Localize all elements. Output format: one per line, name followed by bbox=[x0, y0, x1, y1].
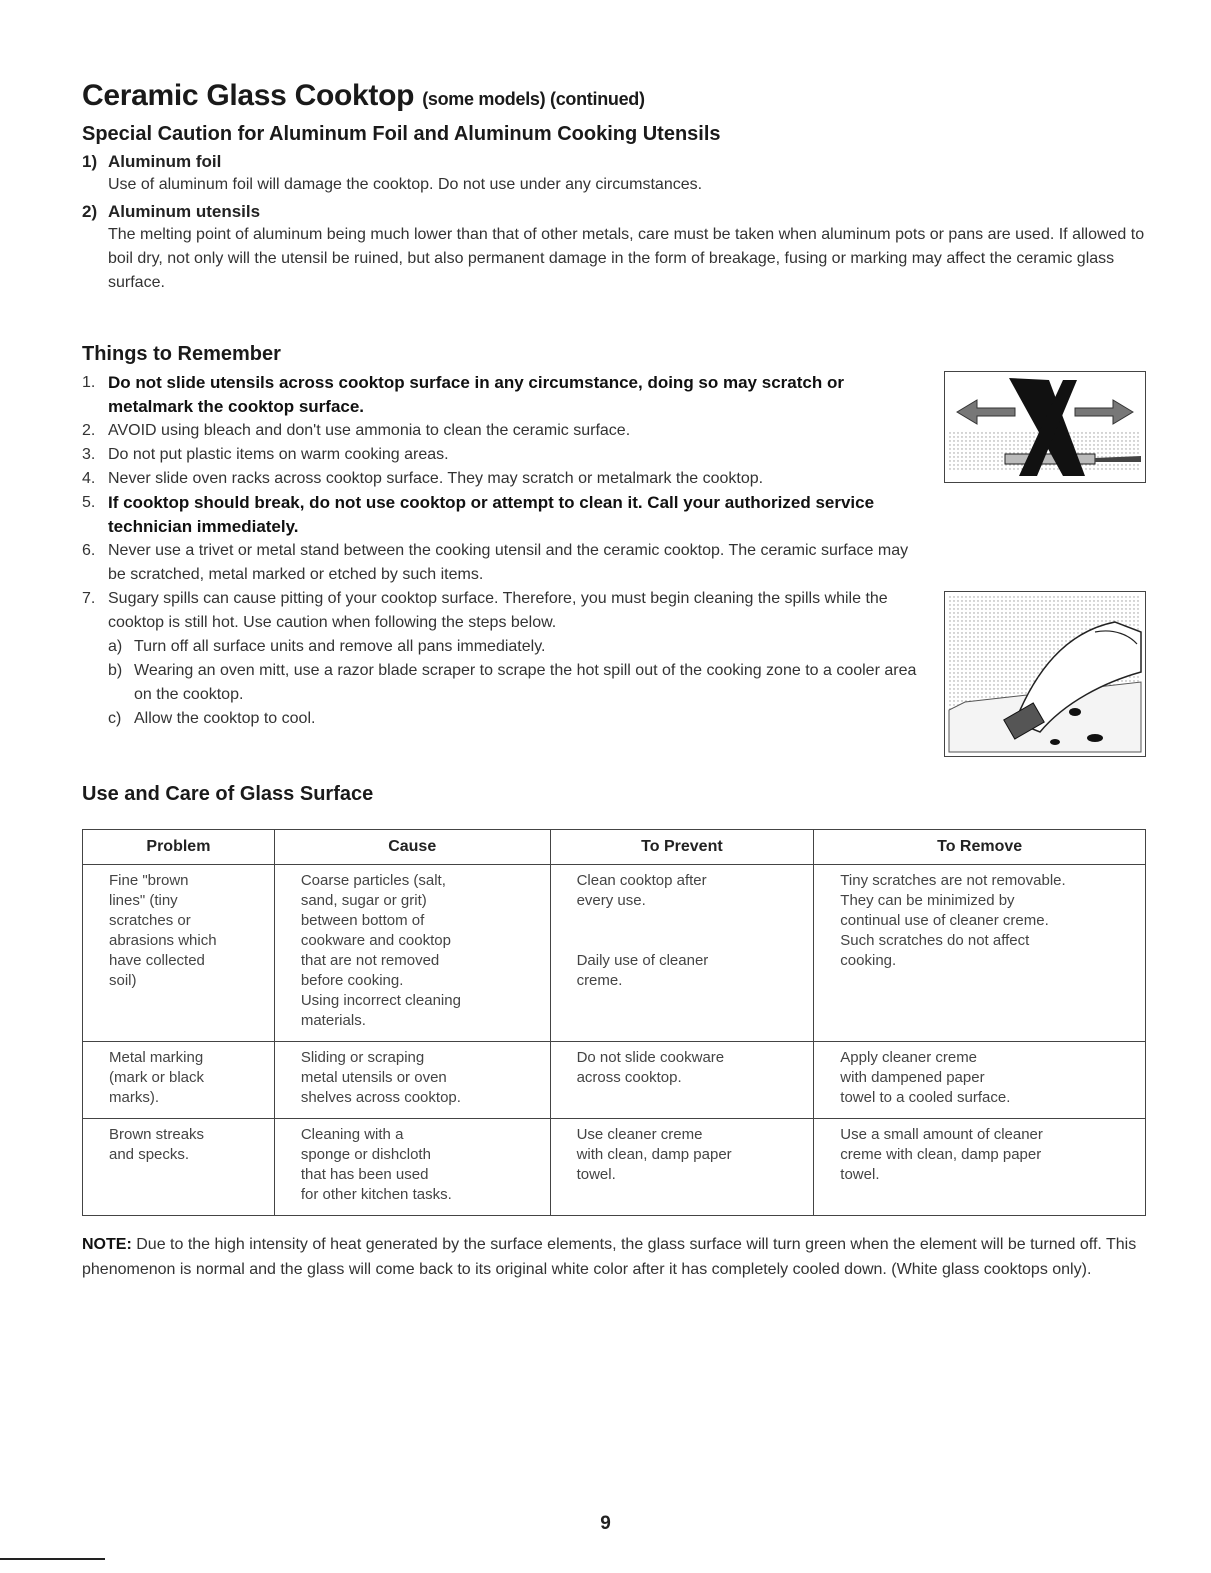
page-number: 9 bbox=[600, 1513, 611, 1534]
caution-heading: Special Caution for Aluminum Foil and Aluminum Cooking Utensils bbox=[82, 123, 721, 145]
column-header: To Prevent bbox=[550, 830, 814, 865]
cause-cell: Sliding or scraping metal utensils or oven shelves across cooktop. bbox=[274, 1042, 550, 1119]
note-label: NOTE: bbox=[82, 1236, 132, 1253]
caution-item-1-text: Use of aluminum foil will damage the cooktop. Do not use under any circumstances. bbox=[108, 176, 703, 193]
remember-section bbox=[82, 341, 1146, 731]
table-row bbox=[83, 1042, 1146, 1119]
list-sub-item: c) Allow the cooktop to cool. bbox=[108, 710, 316, 727]
column-header: Cause bbox=[274, 830, 550, 865]
problem-cell: Fine "brown lines" (tiny scratches or abrasions which have collected soil) bbox=[83, 865, 275, 1042]
cause-cell: Coarse particles (salt, sand, sugar or grit) between bottom of cookware and cooktop that are not removed before cooking. Using incorrect cleaning materials. bbox=[274, 865, 550, 1042]
remove-cell: Tiny scratches are not removable. They can be minimized by continual use of cleaner creme. Such scratches do not affect cooking. bbox=[814, 865, 1146, 1042]
list-item: 2. AVOID using bleach and don't use ammonia to clean the ceramic surface. bbox=[82, 422, 631, 439]
cause-cell: Cleaning with a sponge or dishcloth that has been used for other kitchen tasks. bbox=[274, 1119, 550, 1216]
list-item: 4. Never slide oven racks across cooktop surface. They may scratch or metalmark the cooktop. bbox=[82, 470, 764, 487]
problem-cell: Metal marking (mark or black marks). bbox=[83, 1042, 275, 1119]
table-row bbox=[83, 865, 1146, 1042]
no-sliding-illustration bbox=[944, 371, 1146, 483]
prevent-cell: Use cleaner creme with clean, damp paper towel. bbox=[550, 1119, 814, 1216]
table-header-row bbox=[83, 830, 1146, 865]
column-header: Problem bbox=[83, 830, 275, 865]
prevent-cell: Do not slide cookware across cooktop. bbox=[550, 1042, 814, 1119]
list-item: 7. Sugary spills can cause pitting of your cooktop surface. Therefore, you must begin cleaning the spills while the cooktop is still hot. Use caution when following the steps below. bbox=[82, 590, 888, 631]
caution-item-2-text: The melting point of aluminum being much lower than that of other metals, care must be taken when aluminum pots or pans are used. If allowed to boil dry, not only will the utensil be ruined, but also permanent damage in the form of breakage, fusing or marking may affect the ceramic glass surface. bbox=[108, 226, 1145, 291]
note-text: Due to the high intensity of heat generated by the surface elements, the glass surface will turn green when the element will be turned off. This phenomenon is normal and the glass will come back to its original white color after it has completely cooled down. (White glass cooktops only). bbox=[82, 1236, 1137, 1278]
caution-item-2-heading: 2) Aluminum utensils bbox=[82, 202, 261, 221]
list-sub-item: b) Wearing an oven mitt, use a razor blade scraper to scrape the hot spill out of the cooking zone to a cooler area on the cooktop. bbox=[108, 662, 917, 703]
footer-rule bbox=[0, 1558, 105, 1560]
table-row bbox=[83, 1119, 1146, 1216]
remember-list bbox=[82, 371, 927, 731]
page-title bbox=[82, 78, 1146, 117]
list-item: 3. Do not put plastic items on warm cooking areas. bbox=[82, 446, 449, 463]
care-table bbox=[82, 829, 1146, 1216]
column-header: To Remove bbox=[814, 830, 1146, 865]
page-title-suffix: (some models) (continued) bbox=[422, 89, 645, 109]
list-item: 5. If cooktop should break, do not use cooktop or attempt to clean it. Call your authorized service technician immediately. bbox=[82, 493, 875, 536]
problem-cell: Brown streaks and specks. bbox=[83, 1119, 275, 1216]
prevent-cell: Clean cooktop after every use. Daily use of cleaner creme. bbox=[550, 865, 814, 1042]
note-paragraph bbox=[82, 1232, 1146, 1282]
page-title-main: Ceramic Glass Cooktop bbox=[82, 79, 415, 112]
list-item: 6. Never use a trivet or metal stand between the cooking utensil and the ceramic cooktop. The ceramic surface may be scratched, metal marked or etched by such items. bbox=[82, 542, 909, 583]
caution-item-1-heading: 1) Aluminum foil bbox=[82, 152, 222, 171]
manual-page bbox=[82, 78, 1146, 1282]
remove-cell: Apply cleaner creme with dampened paper towel to a cooled surface. bbox=[814, 1042, 1146, 1119]
care-heading: Use and Care of Glass Surface bbox=[82, 783, 374, 805]
caution-section bbox=[82, 151, 1146, 295]
remove-cell: Use a small amount of cleaner creme with clean, damp paper towel. bbox=[814, 1119, 1146, 1216]
scraper-illustration bbox=[944, 591, 1146, 757]
remember-heading: Things to Remember bbox=[82, 343, 281, 365]
list-item: 1. Do not slide utensils across cooktop surface in any circumstance, doing so may scratch or metalmark the cooktop surface. bbox=[82, 373, 844, 416]
list-sub-item: a) Turn off all surface units and remove all pans immediately. bbox=[108, 638, 546, 655]
